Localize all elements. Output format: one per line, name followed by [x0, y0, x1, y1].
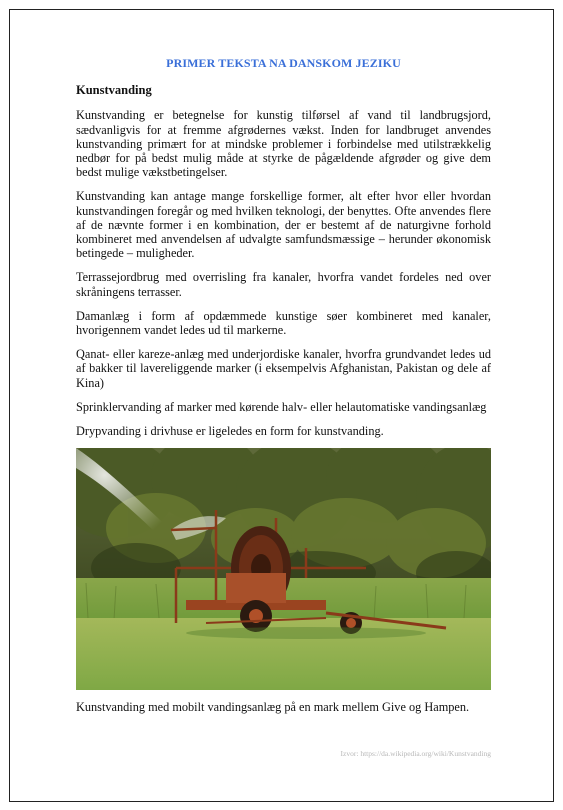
paragraph-3: Terrassejordbrug med overrisling fra kanaler, hvorfra vandet fordeles ned over skråningens terrasser.	[76, 270, 491, 299]
document-content	[76, 56, 491, 758]
section-heading: Kunstvanding	[76, 83, 152, 98]
source-link[interactable]: Izvor: https://da.wikipedia.org/wiki/Kunstvanding	[340, 749, 491, 758]
paragraph-6: Sprinklervanding af marker med kørende halv- eller helautomatiske vandingsanlæg	[76, 399, 487, 414]
irrigation-photo	[76, 448, 491, 690]
paragraph-5: Qanat- eller kareze-anlæg med underjordiske kanaler, hvorfra grundvandet ledes ud af bakker til lavereliggende marker (i eksempelvis Afghanistan, Pakistan og dele af Kina)	[76, 347, 491, 390]
paragraph-1: Kunstvanding er betegnelse for kunstig tilførsel af vand til landbrugsjord, sædvanligvis for at fremme afgrødernes vækst. Inden for landbruget anvendes kunstvanding primært for at mindske problemer i forbindelse med utilstrækkelig nedbør for på bedst mulig måde at styrke de pågældende afgrøder og give dem bedst mulige vækstbetingelser.	[76, 108, 491, 180]
photo-caption: Kunstvanding med mobilt vandingsanlæg på en mark mellem Give og Hampen.	[76, 700, 470, 715]
paragraph-7: Drypvanding i drivhuse er ligeledes en form for kunstvanding.	[76, 424, 384, 439]
document-title: PRIMER TEKSTA NA DANSKOM JEZIKU	[166, 56, 401, 70]
paragraph-4: Damanlæg i form af opdæmmede kunstige søer kombineret med kanaler, hvorigennem vandet ledes ud til markerne.	[76, 308, 491, 338]
document-page	[9, 9, 554, 802]
paragraph-2: Kunstvanding kan antage mange forskellige former, alt efter hvor eller hvordan kunstvandingen foregår og med hvilken teknologi, der benyttes. Ofte anvendes flere af de nævnte former i en kombination, der er bestemt af de naturgivne forhold kombineret med anvendelsen af udvalgte samfundsmæssige – herunder økonomisk betingede – muligheder.	[76, 189, 491, 261]
